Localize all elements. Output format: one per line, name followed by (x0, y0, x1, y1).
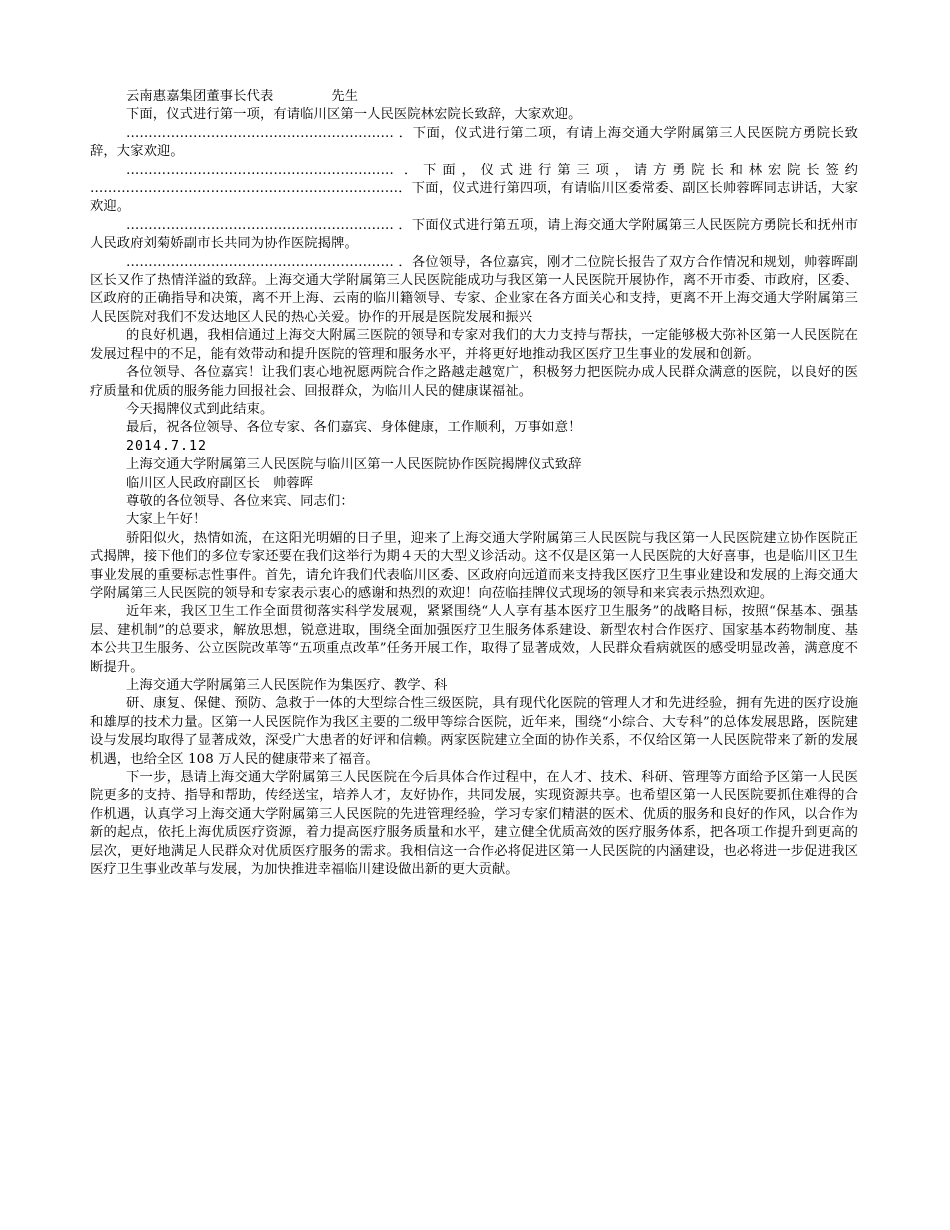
speech-paragraph-2: 近年来，我区卫生工作全面贯彻落实科学发展观，紧紧围绕“人人享有基本医疗卫生服务”的战略目标，按照“保基本、强基层、建机制”的总要求，解放思想，锐意进取，围绕全面加强医疗卫生服务体系建设、新型农村合作医疗、国家基本药物制度、基本公共卫生服务、公立医院改革等“五项重点改革”任务开展工作，取得了显著成效，人民群众看病就医的感受明显改善，满意度不断提升。 (90, 604, 858, 675)
speech-paragraph-3: 上海交通大学附属第三人民医院作为集医疗、教学、科 (126, 678, 448, 693)
greeting: 大家上午好！ (126, 512, 207, 528)
paragraph-opportunity: 的良好机遇，我相信通过上海交大附属三医院的领导和专家对我们的大力支持与帮扶，一定能够极大弥补区第一人民医院在发展过程中的不足，能有效带动和提升医院的管理和服务水平，并将更好地推动我区医疗卫生事业的发展和创新。 (90, 328, 858, 362)
representative-title: 云南惠嘉集团董事长代表 (126, 89, 274, 104)
ceremony-end: 今天揭牌仪式到此结束。 (126, 401, 274, 417)
ceremony-item-1: 下面，仪式进行第一项，有请临川区第一人民医院林宏院长致辞，大家欢迎。 (126, 107, 582, 123)
speaker-name: 帅蓉晖 (272, 475, 314, 491)
document-page (90, 88, 858, 879)
speech-paragraph-5: 下一步，恳请上海交通大学附属第三人民医院在今后具体合作过程中，在人才、技术、科研、管理等方面给予区第一人民医院更多的支持、指导和帮助，传经送宝，培养人才，友好协作，共同发展，实现资源共享。也希望区第一人民医院要抓住难得的合作机遇，认真学习上海交通大学附属第三人民医院的先进管理经验，学习专家们精湛的医术、优质的服务和良好的作风，以合作为新的起点，依托上海优质医疗资源，着力提高医疗服务质量和水平，建立健全优质高效的医疗服务体系，把各项工作提升到更高的层次，更好地满足人民群众对优质医疗服务的需求。我相信这一合作必将促进区第一人民医院的内涵建设，也必将进一步促进我区医疗卫生事业改革与发展，为加快推进幸福临川建设做出新的更大贡献。 (90, 770, 858, 878)
representative-suffix: 先生 (331, 89, 359, 104)
speech-paragraph-1: 骄阳似火，热情如流，在这阳光明媚的日子里，迎来了上海交通大学附属第三人民医院与我区第一人民医院建立协作医院正式揭牌，接下他们的多位专家还要在我们这举行为期４天的大型义诊活动。这不仅是区第一人民医院的大好喜事，也是临川区卫生事业发展的重要标志性事件。首先，请允许我们代表临川区委、区政府向远道而来支持我区医疗卫生事业建设和发展的上海交通大学附属第三人民医院的领导和专家表示衷心的感谢和热烈的欢迎！向莅临挂牌仪式现场的领导和来宾表示热烈欢迎。 (90, 530, 858, 601)
salutation: 尊敬的各位领导、各位来宾、同志们： (126, 493, 354, 509)
ceremony-item-3-4: …………………………………………………… ．下面，仪式进行第三项，请方勇院长和林宏院长签约 ……………………………………………………………．下面，仪式进行第四项，有请临川区委常委、副区长帅蓉晖同志讲话，大家欢迎。 (90, 162, 858, 215)
paragraph-wishes: 各位领导、各位嘉宾！让我们衷心地祝愿两院合作之路越走越宽广，积极努力把医院办成人民群众满意的医院，以良好的医疗质量和优质的服务能力回报社会、回报群众，为临川人民的健康谋福祉。 (90, 365, 858, 399)
speaker-line (90, 475, 858, 493)
ceremony-item-6: …………………………………………………… ．各位领导，各位嘉宾，刚才二位院长报告了双方合作情况和规划，帅蓉晖副区长又作了热情洋溢的致辞。上海交通大学附属第三人民医院能成功与我区第一人民医院开展协作，离不开市委、市政府，区委、区政府的正确指导和决策，离不开上海、云南的临川籍领导、专家、企业家在各方面关心和支持，更离不开上海交通大学附属第三人民医院对我们不发达地区人民的热心关爱。协作的开展是医院发展和振兴 (90, 254, 858, 325)
ceremony-item-5: …………………………………………………… ．下面仪式进行第五项，请上海交通大学附属第三人民医院方勇院长和抚州市人民政府刘菊娇副市长共同为协作医院揭牌。 (90, 217, 858, 252)
closing-line: 最后，祝各位领导、各位专家、各们嘉宾、身体健康，工作顺利，万事如意！ (126, 420, 582, 436)
ceremony-item-2: …………………………………………………… ．下面，仪式进行第二项，有请上海交通大学附属第三人民医院方勇院长致辞，大家欢迎。 (90, 125, 858, 160)
speaker-role: 临川区人民政府副区长 (126, 475, 260, 491)
date-line: 2014.7.12 (126, 438, 208, 454)
speech-paragraph-4: 研、康复、保健、预防、急救于一体的大型综合性三级医院，具有现代化医院的管理人才和先进经验，拥有先进的医疗设施和雄厚的技术力量。区第一人民医院作为我区主要的二级甲等综合医院，近年来，围绕“小综合、大专科”的总体发展思路，医院建设与发展均取得了显著成效，深受广大患者的好评和信赖。两家医院建立全面的协作关系，不仅给区第一人民医院带来了新的发展机遇，也给全区 108 万人民的健康带来了福音。 (90, 696, 858, 767)
speech-title: 上海交通大学附属第三人民医院与临川区第一人民医院协作医院揭牌仪式致辞 (126, 457, 582, 473)
representative-line (90, 88, 858, 106)
